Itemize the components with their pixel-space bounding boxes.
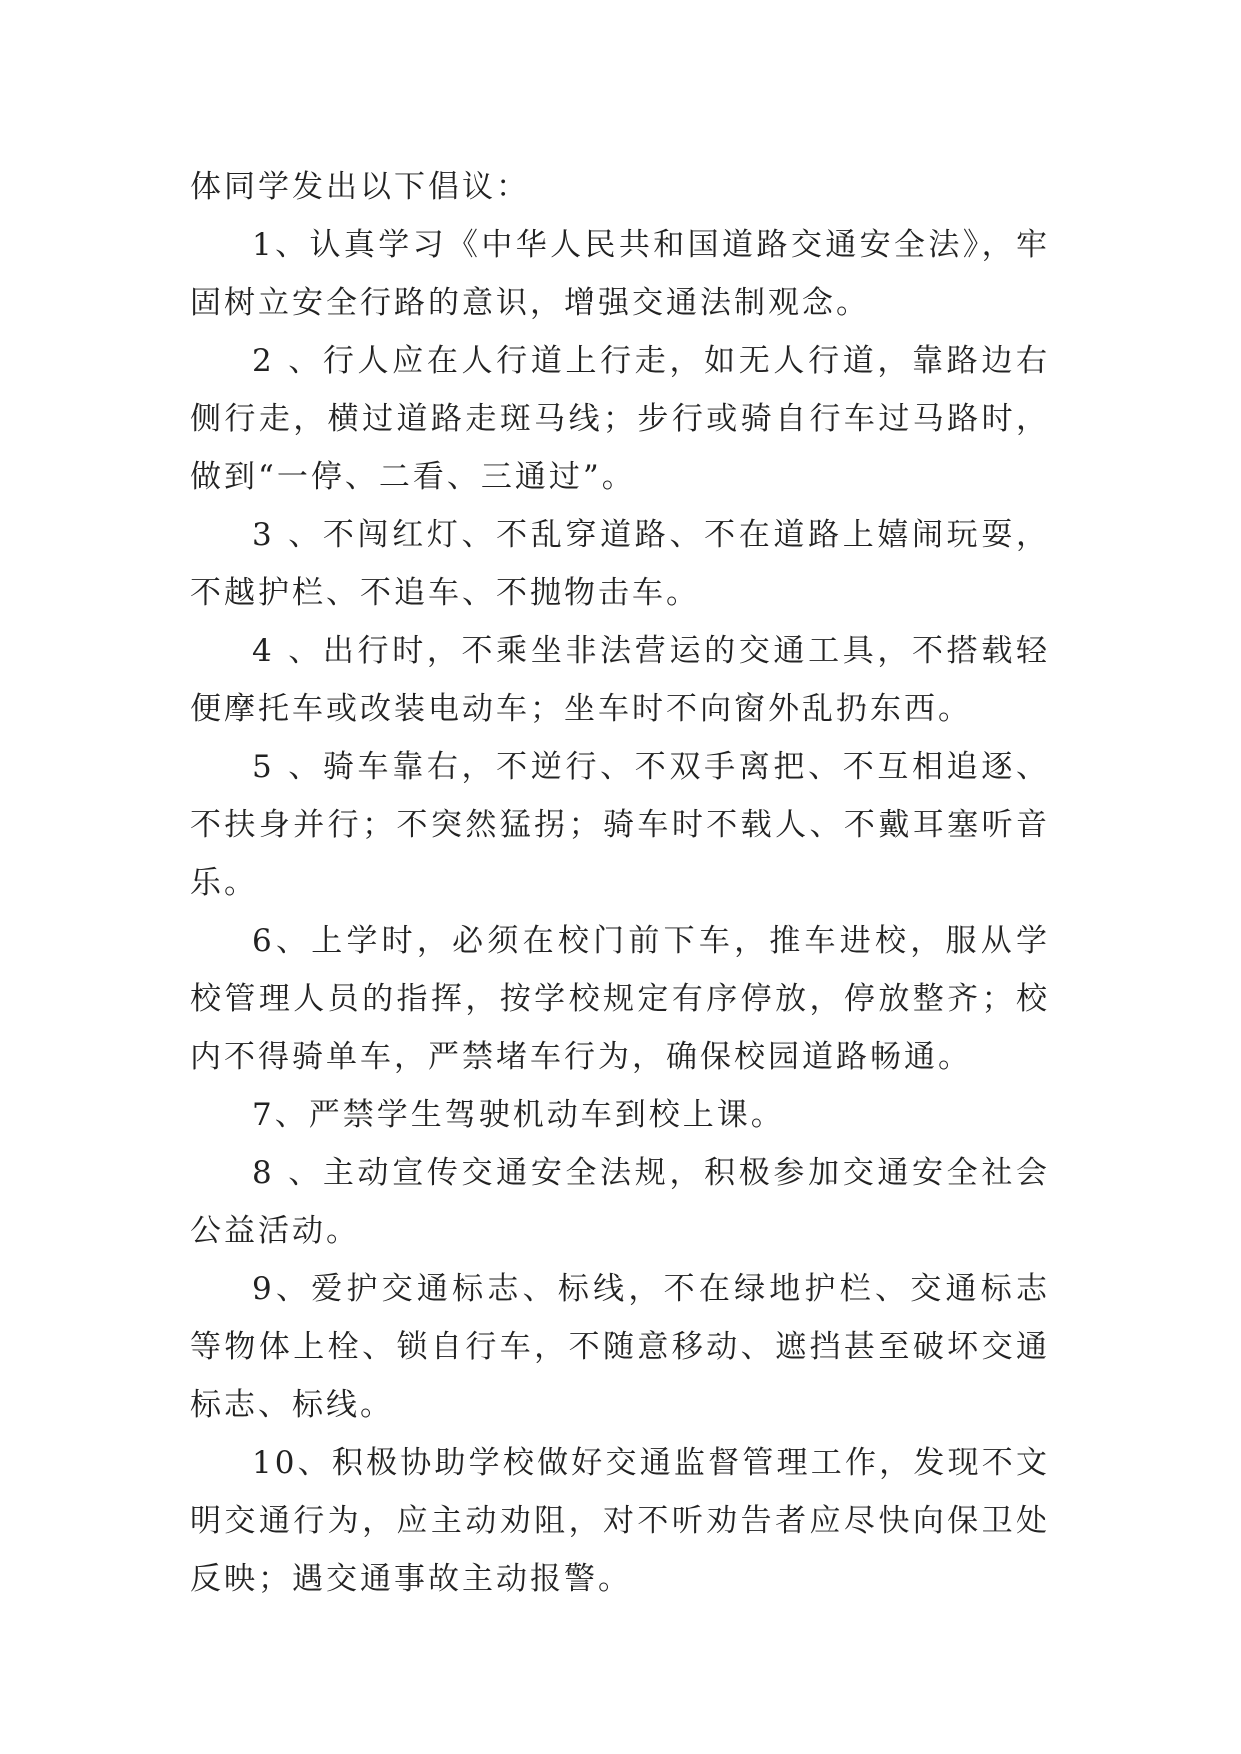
- proposal-item-10: 10、积极协助学校做好交通监督管理工作，发现不文明交通行为，应主动劝阻，对不听劝告者应尽快向保卫处反映；遇交通事故主动报警。: [190, 1445, 1050, 1597]
- proposal-item-9: 9、爱护交通标志、标线，不在绿地护栏、交通标志等物体上栓、锁自行车，不随意移动、遮挡甚至破坏交通标志、标线。: [190, 1271, 1050, 1423]
- document-body: [190, 158, 1050, 1608]
- proposal-item-8: 8 、主动宣传交通安全法规，积极参加交通安全社会公益活动。: [190, 1155, 1050, 1249]
- proposal-item-1: 1、认真学习《中华人民共和国道路交通安全法》，牢固树立安全行路的意识，增强交通法制观念。: [190, 227, 1050, 321]
- proposal-item-7: 7、严禁学生驾驶机动车到校上课。: [252, 1097, 785, 1133]
- proposal-item-5: 5 、骑车靠右，不逆行、不双手离把、不互相追逐、不扶身并行；不突然猛拐；骑车时不载人、不戴耳塞听音乐。: [190, 749, 1050, 901]
- proposal-item-2: 2 、行人应在人行道上行走，如无人行道，靠路边右侧行走，横过道路走斑马线；步行或骑自行车过马路时，做到“一停、二看、三通过”。: [190, 343, 1050, 495]
- intro-line: 体同学发出以下倡议：: [190, 169, 530, 205]
- proposal-item-6: 6、上学时，必须在校门前下车，推车进校，服从学校管理人员的指挥，按学校规定有序停放，停放整齐；校内不得骑单车，严禁堵车行为，确保校园道路畅通。: [190, 923, 1050, 1075]
- proposal-item-3: 3 、不闯红灯、不乱穿道路、不在道路上嬉闹玩耍，不越护栏、不追车、不抛物击车。: [190, 517, 1050, 611]
- proposal-item-4: 4 、出行时，不乘坐非法营运的交通工具，不搭载轻便摩托车或改装电动车；坐车时不向窗外乱扔东西。: [190, 633, 1050, 727]
